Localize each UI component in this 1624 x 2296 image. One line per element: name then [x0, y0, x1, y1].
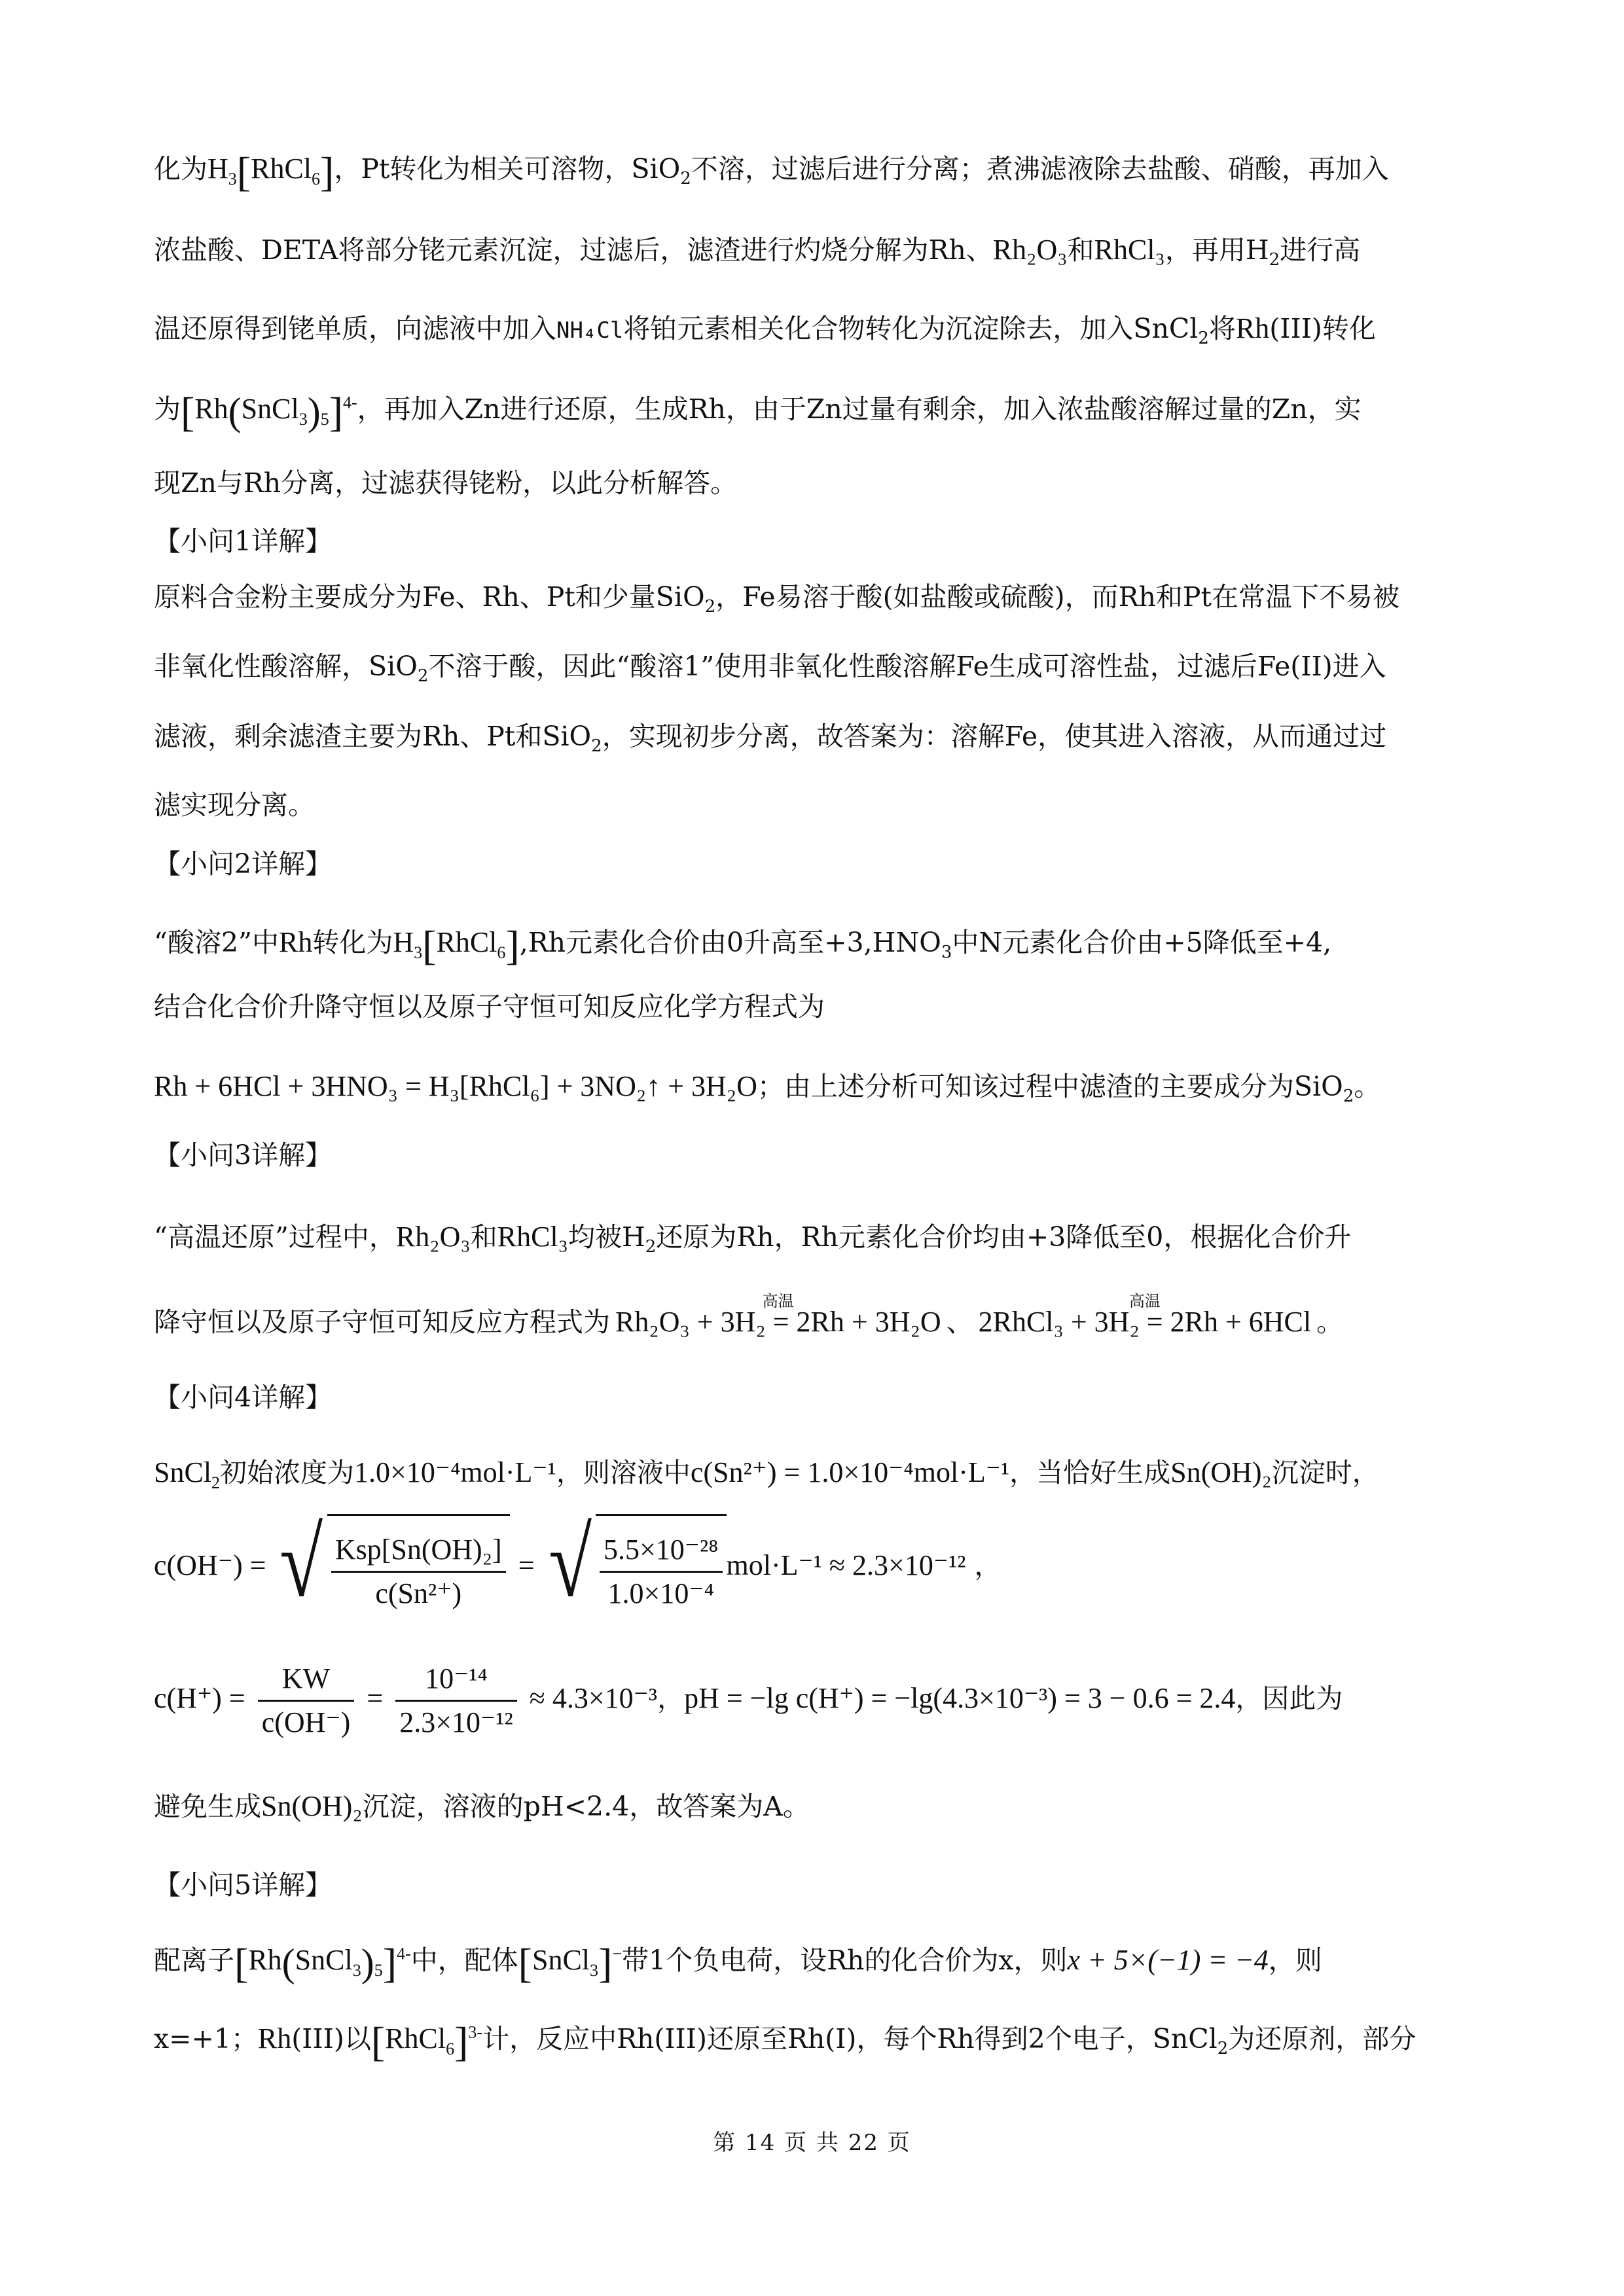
line-9: 滤实现分离。 [154, 789, 315, 821]
line-10: “酸溶2”中Rh转化为$H_3[RhCl_6],Rh$元素化合价由0升高至$+3,HNO_3$中N元素化合价由+5降低至+4, [154, 922, 1332, 969]
line-19: 配离子$[Rh(SnCl_3)_5]^{4-}$中，配体[SnCl$_3$]−带1个负电荷，设Rh的化合价为x，则x + 5×(−1) = −4，则 [154, 1940, 1322, 1986]
h3rhcl6-formula: $H_3[RhCl_6]$ [208, 149, 334, 195]
rh2o3-formula: Rh₂O₃ [992, 234, 1068, 266]
line-2: 浓盐酸、DETA将部分铑元素沉淀，过滤后，滤渣进行灼烧分解为Rh、Rh₂O₃和RhCl₃，再用$H_2$进行高 [154, 234, 1361, 270]
line-8: 滤液，剩余滤渣主要为Rh、Pt和SiO$_2$，实现初步分离，故答案为：溶解Fe，使其进入溶液，从而通过过 [154, 721, 1387, 757]
acid-dissolution-equation: Rh + 6HCl + 3HNO₃ = H₃[RhCl₆] + 3NO₂↑ + 3H₂O [154, 1070, 757, 1102]
line-16-coh-formula: c(OH⁻) = √ $\frac{\text{Ksp[Sn(OH)₂]}}{\text{c(Sn²⁺)}}$ = √ $\frac{\text{5.5×10⁻²⁸}}{\text{1.0×10⁻⁴}}$ mol·L⁻¹ ≈ 2.3×10⁻¹² ， [154, 1513, 1001, 1622]
line-14: 降守恒以及原子守恒可知反应方程式为 高温 Rh₂O₃ + 3H₂ = 2Rh + 3H₂O 、 高温 2RhCl₃ + 3H₂ = 2Rh + 6HCl 。 [154, 1302, 1343, 1342]
heading-q1: 【小问1详解】 [154, 526, 333, 557]
heading-q5: 【小问5详解】 [154, 1869, 333, 1901]
sqrt-ksp: √ $\frac{\text{Ksp[Sn(OH)₂]}}{\text{c(Sn²⁺)}}$ [274, 1514, 509, 1622]
complex-ion: $[Rh(SnCl_3)_5]^{4-}$ [181, 389, 357, 435]
line-15: SnCl$_2$初始浓度为1.0×10⁻⁴mol·L⁻¹，则溶液中c(Sn²⁺) = 1.0×10⁻⁴mol·L⁻¹，当恰好生成Sn(OH)₂沉淀时， [154, 1456, 1379, 1492]
line-13: “高温还原”过程中，Rh₂O₃和RhCl₃均被$H_2$还原为Rh，Rh元素化合价均由+3降低至0，根据化合价升 [154, 1221, 1352, 1257]
line-3: 温还原得到铑单质，向滤液中加入NH₄Cl将铂元素相关化合物转化为沉淀除去，加入SnCl$_2$将Rh(III)转化 [154, 312, 1376, 349]
high-temp-reduction-eq-1: 高温 Rh₂O₃ + 3H₂ = 2Rh + 3H₂O [615, 1292, 941, 1338]
line-6: 原料合金粉主要成分为Fe、Rh、Pt和少量SiO$_2$，Fe易溶于酸(如盐酸或硫酸)，而Rh和Pt在常温下不易被 [154, 581, 1399, 617]
line-17-ph-formula: c(H⁺) = $\frac{KW}{c(OH^-)}$ = $\frac{\text{10⁻¹⁴}}{\text{2.3×10⁻¹²}}$ ≈ 4.3×10⁻³，pH = −lg c(H⁺) = −lg(4.3×10⁻³) = 3 − 0.6 = 2.4，因此为 [154, 1649, 1343, 1748]
sqrt-values: √ $\frac{\text{5.5×10⁻²⁸}}{\text{1.0×10⁻⁴}}$ [543, 1514, 727, 1622]
line-5: 现Zn与Rh分离，过滤获得铑粉，以此分析解答。 [154, 467, 738, 499]
kw-fraction: $\frac{KW}{c(OH^-)}$ [258, 1658, 355, 1744]
line-1: 化为$H_3[RhCl_6]$，Pt转化为相关可溶物，SiO$_2$不溶，过滤后进行分离；煮沸滤液除去盐酸、硝酸，再加入 [154, 149, 1389, 195]
heading-q3: 【小问3详解】 [154, 1139, 333, 1171]
heading-q4: 【小问4详解】 [154, 1382, 333, 1413]
line-11: 结合化合价升降守恒以及原子守恒可知反应化学方程式为 [154, 991, 825, 1022]
line-18: 避免生成Sn(OH)₂沉淀，溶液的pH<2.4，故答案为A。 [154, 1790, 810, 1822]
heading-q2: 【小问2详解】 [154, 848, 333, 880]
line-12: Rh + 6HCl + 3HNO₃ = H₃[RhCl₆] + 3NO₂↑ + 3H₂O；由上述分析可知该过程中滤渣的主要成分为SiO$_2$。 [154, 1070, 1381, 1107]
rhcl3-formula: RhCl₃ [1094, 234, 1165, 266]
line-7: 非氧化性酸溶解，SiO$_2$不溶于酸，因此“酸溶1”使用非氧化性酸溶解Fe生成可溶性盐，过滤后Fe(II)进入 [154, 651, 1386, 687]
line-4: 为$[Rh(SnCl_3)_5]^{4-}$，再加入Zn进行还原，生成Rh，由于Zn过量有剩余，加入浓盐酸溶解过量的Zn，实 [154, 389, 1362, 435]
page-footer: 第 14 页 共 22 页 [713, 2130, 911, 2156]
kw-value-fraction: $\frac{\text{10⁻¹⁴}}{\text{2.3×10⁻¹²}}$ [395, 1658, 516, 1744]
high-temp-reduction-eq-2: 高温 2RhCl₃ + 3H₂ = 2Rh + 6HCl [978, 1292, 1312, 1338]
line-20: x=+1；Rh(III)以[RhCl$_6$]$^{3-}$计，反应中Rh(III)还原至Rh(I)，每个Rh得到2个电子，SnCl$_2$为还原剂，部分 [154, 2018, 1416, 2065]
